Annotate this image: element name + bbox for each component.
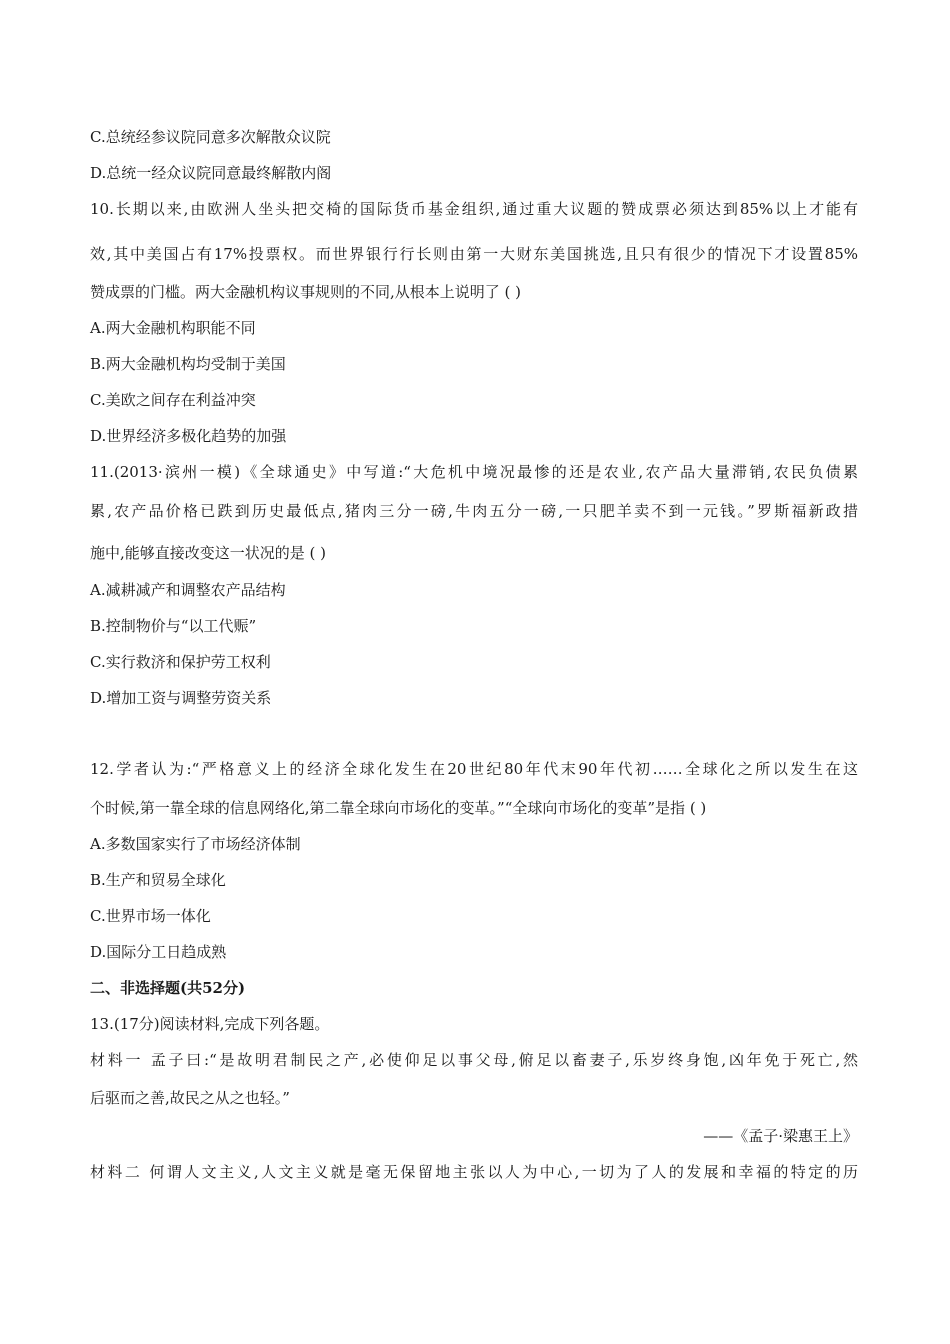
q11-option-c: C.实行救济和保护劳工权利 (90, 653, 271, 671)
q10-option-a: A.两大金融机构职能不同 (90, 319, 256, 337)
q10-stem-line2: 效,其中美国占有17%投票权。而世界银行行长则由第一大财东美国挑选,且只有很少的情况下才设置85% (90, 245, 858, 263)
q12-option-c: C.世界市场一体化 (90, 907, 211, 925)
q11-option-a: A.减耕减产和调整农产品结构 (90, 581, 286, 599)
q11-stem-line3: 施中,能够直接改变这一状况的是 ( ) (90, 544, 327, 562)
q12-stem-line1: 12.学者认为:“严格意义上的经济全球化发生在20世纪80年代末90年代初……全球化之所以发生在这 (90, 760, 858, 778)
q10-stem-line3: 赞成票的门槛。两大金融机构议事规则的不同,从根本上说明了 ( ) (90, 283, 522, 301)
q10-option-c: C.美欧之间存在利益冲突 (90, 391, 256, 409)
material1-line2: 后驱而之善,故民之从之也轻。” (90, 1089, 290, 1107)
q13-intro: 13.(17分)阅读材料,完成下列各题。 (90, 1015, 330, 1033)
q12-option-b: B.生产和贸易全球化 (90, 871, 226, 889)
q12-stem-line2: 个时候,第一靠全球的信息网络化,第二靠全球向市场化的变革。”“全球向市场化的变革”是指 ( ) (90, 799, 707, 817)
q11-option-d: D.增加工资与调整劳资关系 (90, 689, 272, 707)
q10-stem-line1: 10.长期以来,由欧洲人坐头把交椅的国际货币基金组织,通过重大议题的赞成票必须达到85%以上才能有 (90, 200, 858, 218)
q12-option-d: D.国际分工日趋成熟 (90, 943, 227, 961)
material1-line1: 材料一 孟子曰:“是故明君制民之产,必使仰足以事父母,俯足以畜妻子,乐岁终身饱,凶年免于死亡,然 (90, 1051, 858, 1069)
q11-option-b: B.控制物价与“以工代赈” (90, 617, 257, 635)
q9-option-d: D.总统一经众议院同意最终解散内阁 (90, 164, 332, 182)
q12-option-a: A.多数国家实行了市场经济体制 (90, 835, 301, 853)
q10-option-b: B.两大金融机构均受制于美国 (90, 355, 286, 373)
q11-stem-line2: 累,农产品价格已跌到历史最低点,猪肉三分一磅,牛肉五分一磅,一只肥羊卖不到一元钱。”罗斯福新政措 (90, 502, 858, 520)
q10-option-d: D.世界经济多极化趋势的加强 (90, 427, 287, 445)
material1-source: ——《孟子·梁惠王上》 (703, 1127, 858, 1145)
section-heading: 二、非选择题(共52分) (90, 979, 246, 997)
material2-line1: 材料二 何谓人文主义,人文主义就是毫无保留地主张以人为中心,一切为了人的发展和幸福的特定的历 (90, 1163, 858, 1181)
q11-stem-line1: 11.(2013·滨州一模)《全球通史》中写道:“大危机中境况最惨的还是农业,农产品大量滞销,农民负债累 (90, 463, 858, 481)
q9-option-c: C.总统经参议院同意多次解散众议院 (90, 128, 331, 146)
